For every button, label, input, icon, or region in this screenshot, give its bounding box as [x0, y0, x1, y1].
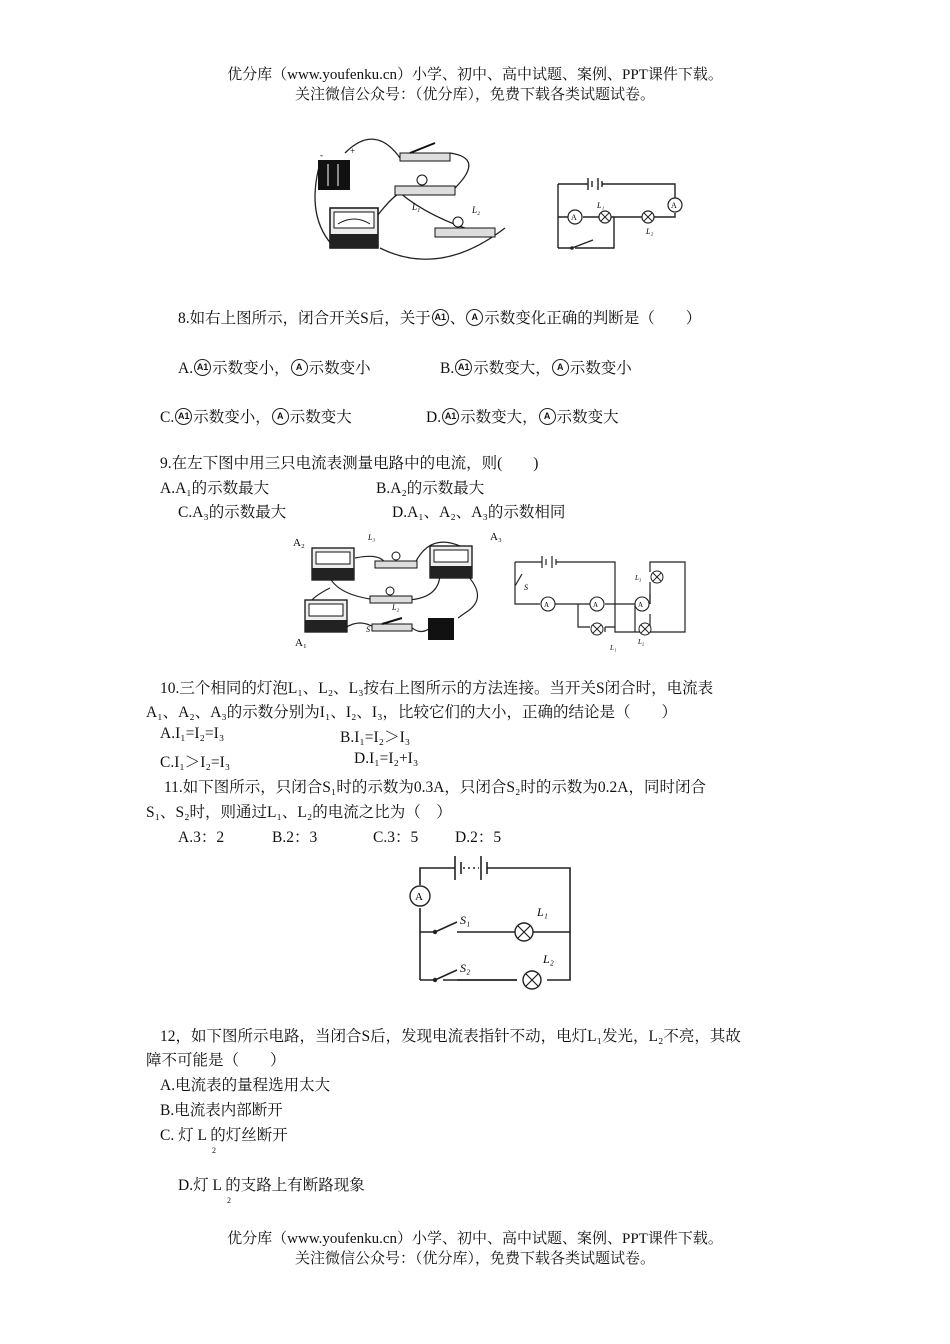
- ammeter-a-icon: A: [552, 359, 569, 376]
- q11-line-1: 11.如下图所示，只闭合S₁时的示数为0.3A，只闭合S₂时的示数为0.2A，同时闭合: [164, 779, 706, 796]
- q12-option-d-subscript: 2: [227, 1196, 231, 1205]
- lamp-l2-symbol: [523, 971, 541, 989]
- ammeter-a1-icon: A1: [175, 408, 192, 425]
- svg-text:A₂: A₂: [293, 537, 305, 549]
- footer-line-2: 关注微信公众号：（优分库），免费下载各类试题试卷。: [294, 1251, 655, 1267]
- q11-option-b: B.2：3: [272, 829, 318, 846]
- svg-text:A: A: [415, 891, 423, 903]
- q10-option-c: C.I₁＞I₂=I₃: [160, 754, 231, 771]
- lamp-l1-symbol: [515, 923, 533, 941]
- lamp-symbol: [639, 623, 651, 635]
- header-line-2: 关注微信公众号：（优分库），免费下载各类试题试卷。: [294, 87, 655, 103]
- svg-text:L₂: L₂: [543, 952, 554, 966]
- ammeter-icon: [330, 208, 378, 248]
- q12-option-d: D.灯 L 的支路上有断路现象: [178, 1177, 365, 1194]
- q12-option-a: A.电流表的量程选用太大: [160, 1077, 331, 1094]
- q8-option-a: A. A1 示数变小， A 示数变小: [178, 360, 371, 377]
- svg-text:L₂: L₂: [638, 638, 645, 646]
- ammeter-a1-icon: A1: [442, 408, 459, 425]
- figure2-apparatus: [290, 528, 510, 653]
- q8-option-c: C. A1 示数变小， A 示数变大: [160, 409, 352, 426]
- svg-text:L₁: L₁: [597, 201, 605, 210]
- ammeter-a1-icon: A1: [432, 309, 449, 326]
- q9-option-d: D.A₁、A₂、A₃的示数相同: [392, 504, 566, 521]
- svg-text:A: A: [638, 601, 644, 609]
- ammeter-a1-icon: [305, 600, 347, 632]
- q9-option-c: C.A₃的示数最大: [178, 504, 287, 521]
- svg-text:-: -: [320, 150, 323, 160]
- svg-text:L₁: L₁: [412, 202, 421, 212]
- q11-option-d: D.2：5: [455, 829, 502, 846]
- q9-stem: 9.在左下图中用三只电流表测量电路中的电流，则( ): [160, 455, 539, 472]
- q8-option-b: B. A1 示数变大， A 示数变小: [440, 360, 632, 377]
- q8-option-d: D. A1 示数变大， A 示数变大: [426, 409, 619, 426]
- switch-icon: [400, 143, 450, 161]
- lamp-l1-symbol: [599, 211, 611, 223]
- figure1-apparatus: [300, 128, 510, 273]
- figure1-schematic: [550, 168, 690, 258]
- svg-text:S: S: [524, 583, 528, 592]
- q12-option-b: B.电流表内部断开: [160, 1102, 283, 1119]
- svg-text:L₂: L₂: [392, 603, 400, 612]
- ammeter-a-icon: A: [291, 359, 308, 376]
- footer-line-1: 优分库（www.youfenku.cn）小学、初中、高中试题、案例、PPT课件下载。: [227, 1231, 723, 1247]
- svg-text:L₁: L₁: [610, 644, 617, 652]
- ammeter-a-icon: A: [539, 408, 556, 425]
- svg-text:L₁: L₁: [537, 905, 548, 919]
- svg-text:L₂: L₂: [646, 227, 654, 236]
- svg-text:A: A: [571, 213, 577, 222]
- lamp-symbol: [591, 623, 603, 635]
- header-line-1: 优分库（www.youfenku.cn）小学、初中、高中试题、案例、PPT课件下载。: [227, 67, 723, 83]
- q10-option-a: A.I₁=I₂=I₃: [160, 725, 225, 742]
- q11-line-2: S₁、S₂时，则通过L₁、L₂的电流之比为（ ）: [146, 804, 452, 821]
- q12-line-1: 12，如下图所示电路，当闭合S后，发现电流表指针不动，电灯L₁发光，L₂不亮，其故: [160, 1028, 741, 1045]
- figure2-schematic: [510, 542, 690, 657]
- q9-option-a: A.A₁的示数最大: [160, 480, 270, 497]
- q8-stem: 8.如右上图所示，闭合开关S后，关于 A1 、 A 示数变化正确的判断是（ ）: [178, 310, 702, 327]
- svg-text:S: S: [366, 625, 370, 634]
- svg-text:L₃: L₃: [635, 574, 642, 582]
- ammeter-a-icon: A: [466, 309, 483, 326]
- ammeter-a1-icon: A1: [194, 359, 211, 376]
- q12-line-2: 障不可能是（ ）: [146, 1052, 286, 1069]
- lamp-symbol: [651, 571, 663, 583]
- svg-text:L₂: L₂: [472, 205, 481, 215]
- q11-option-a: A.3：2: [178, 829, 225, 846]
- figure3-schematic: [405, 850, 575, 990]
- svg-text:A₃: A₃: [490, 531, 502, 543]
- svg-text:L₃: L₃: [368, 533, 376, 542]
- ammeter-a1-icon: A1: [455, 359, 472, 376]
- q10-line-1: 10.三个相同的灯泡L₁、L₂、L₃按右上图所示的方法连接。当开关S闭合时，电流表: [160, 680, 714, 697]
- ammeter-a2-icon: [312, 548, 354, 580]
- q12-option-c: C. 灯 L 的灯丝断开: [160, 1127, 288, 1144]
- q10-line-2: A₁、A₂、A₃的示数分别为I₁、I₂、I₃，比较它们的大小，正确的结论是（ ）: [146, 704, 677, 721]
- q9-option-b: B.A₂的示数最大: [376, 480, 485, 497]
- ammeter-a3-icon: [430, 546, 472, 578]
- switch-icon: [372, 618, 412, 631]
- q10-option-d: D.I₁=I₂+I₃: [354, 750, 419, 767]
- lamp-l2-symbol: [642, 211, 654, 223]
- lamp-holder-icon: [370, 587, 412, 603]
- svg-text:+: +: [350, 146, 356, 156]
- battery-icon: [318, 160, 350, 190]
- q12-option-c-subscript: 2: [212, 1146, 216, 1155]
- battery-icon: [428, 618, 454, 640]
- lamp-holder-icon: [395, 175, 455, 195]
- svg-text:A: A: [544, 601, 550, 609]
- q10-option-b: B.I₁=I₂＞I₃: [340, 729, 411, 746]
- svg-text:S₁: S₁: [460, 913, 471, 927]
- svg-text:S₂: S₂: [460, 961, 471, 975]
- lamp-holder-icon: [375, 552, 417, 568]
- svg-text:A₁: A₁: [295, 637, 307, 649]
- svg-text:A: A: [671, 201, 677, 210]
- svg-text:A: A: [593, 601, 599, 609]
- ammeter-a-icon: A: [272, 408, 289, 425]
- q11-option-c: C.3：5: [373, 829, 419, 846]
